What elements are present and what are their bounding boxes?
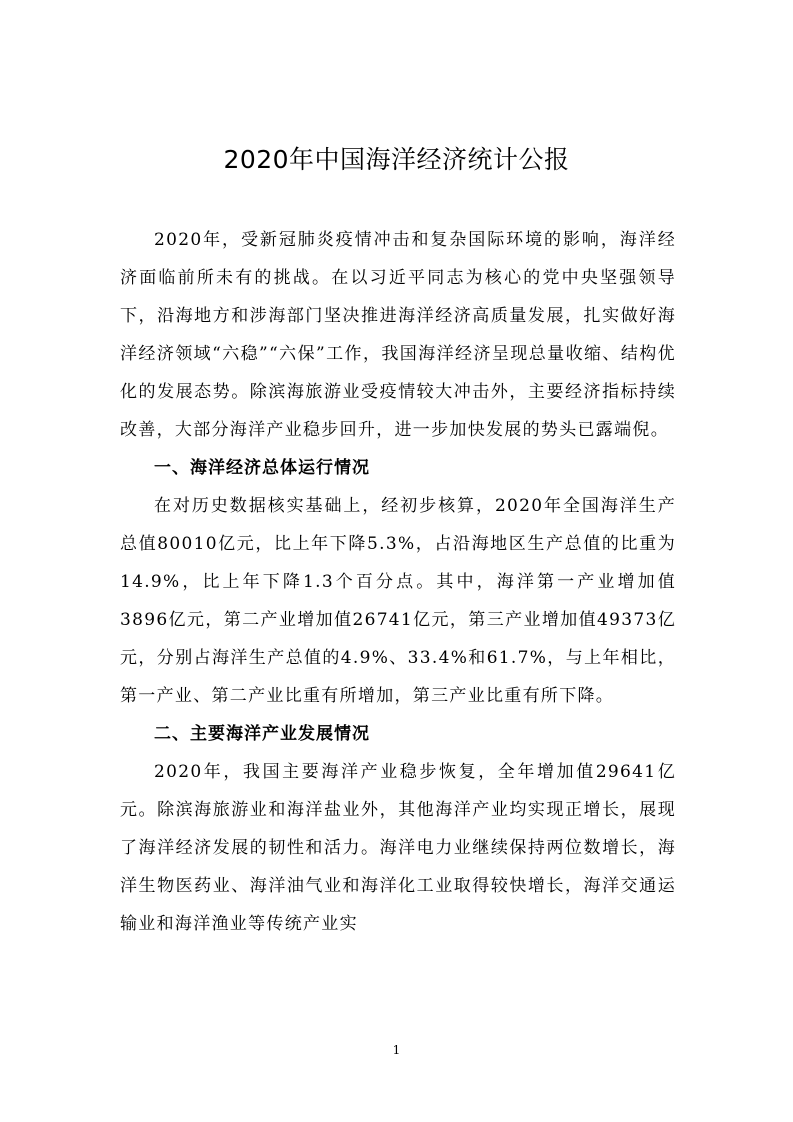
section-heading-2: 二、主要海洋产业发展情况 (154, 724, 370, 744)
intro-paragraph: 2020年，受新冠肺炎疫情冲击和复杂国际环境的影响，海洋经济面临前所未有的挑战。在以习近平同志为核心的党中央坚强领导下，沿海地方和涉海部门坚决推进海洋经济高质量发展，扎实做好海洋经济领域“六稳”“六保”工作，我国海洋经济呈现总量收缩、结构优化的发展态势。除滨海旅游业受疫情较大冲击外，主要经济指标持续改善，大部分海洋产业稳步回升，进一步加快发展的势头已露端倪。 (120, 230, 676, 440)
section-2-paragraph: 2020年，我国主要海洋产业稳步恢复，全年增加值29641亿元。除滨海旅游业和海洋盐业外，其他海洋产业均实现正增长，展现了海洋经济发展的韧性和活力。海洋电力业继续保持两位数增长，海洋生物医药业、海洋油气业和海洋化工业取得较快增长，海洋交通运输业和海洋渔业等传统产业实 (120, 762, 676, 934)
page-number: 1 (392, 1043, 401, 1057)
section-1-paragraph: 在对历史数据核实基础上，经初步核算，2020年全国海洋生产总值80010亿元，比上年下降5.3%，占沿海地区生产总值的比重为14.9%，比上年下降1.3个百分点。其中，海洋第一产业增加值3896亿元，第二产业增加值26741亿元，第三产业增加值49373亿元，分别占海洋生产总值的4.9%、33.4%和61.7%，与上年相比，第一产业、第二产业比重有所增加，第三产业比重有所下降。 (120, 496, 676, 706)
page-title: 2020年中国海洋经济统计公报 (223, 145, 570, 174)
document-body (120, 221, 676, 943)
section-heading-1: 一、海洋经济总体运行情况 (154, 458, 370, 478)
